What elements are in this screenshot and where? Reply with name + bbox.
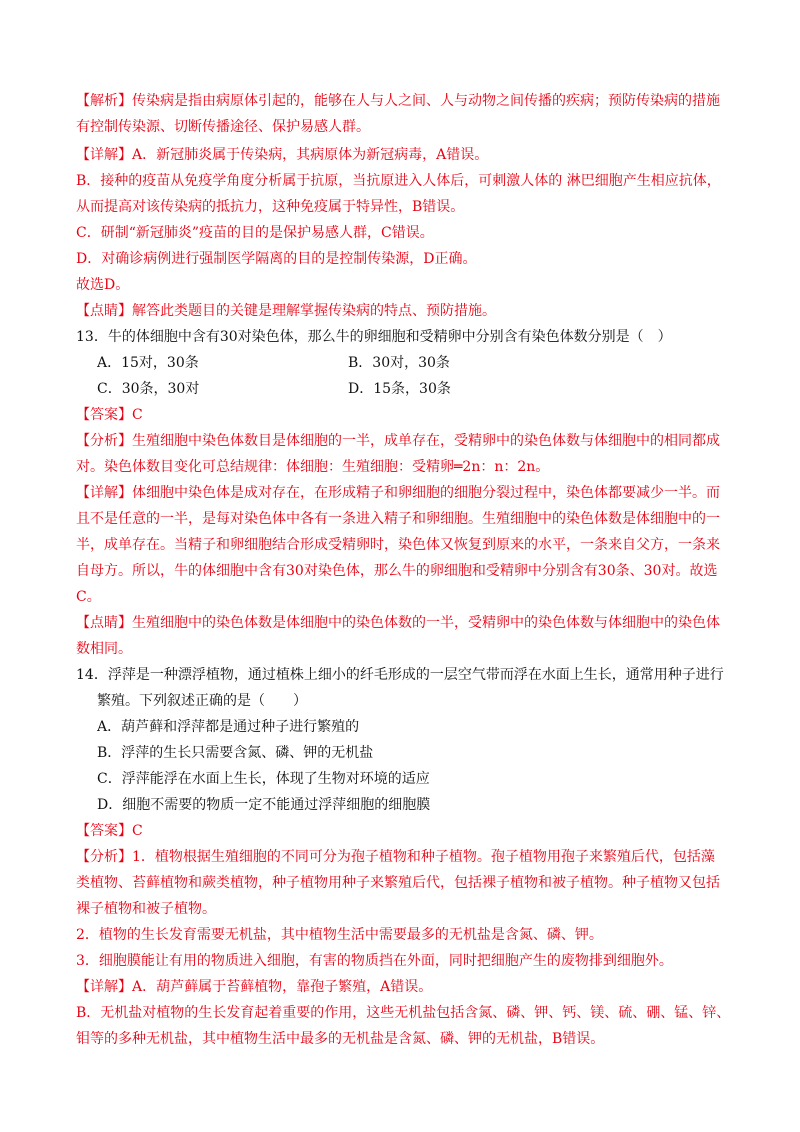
q13-option-a: A．15对，30条 xyxy=(97,355,199,371)
q13-detail-line: 半，成单存在。当精子和卵细胞结合形成受精卵时，染色体又恢复到原来的水平，一条来自父方，一条来 xyxy=(76,537,720,553)
q13-detail-line: 【详解】体细胞中染色体是成对存在，在形成精子和卵细胞的细胞分裂过程中，染色体都要减少一半。而 xyxy=(76,485,720,501)
q13-detail-line: C。 xyxy=(76,589,101,605)
q14-detail-line: 【详解】A．葫芦藓属于苔藓植物，靠孢子繁殖，A错误。 xyxy=(76,979,433,995)
conclusion-line: 故选D。 xyxy=(76,277,130,293)
q14-option-c: C．浮萍能浮在水面上生长，体现了生物对环境的适应 xyxy=(97,771,430,787)
detail-line: B．接种的疫苗从免疫学角度分析属于抗原，当抗原进入人体后，可刺激人体的 淋巴细胞产生相应抗体， xyxy=(76,173,721,189)
q14-analysis-line: 类植物、苔藓植物和蕨类植物，种子植物用种子来繁殖后代，包括裸子植物和被子植物。种子植物又包括 xyxy=(76,875,720,891)
q13-detail-line: 且不是任意的一半，是每对染色体中各有一条进入精子和卵细胞。生殖细胞中的染色体数是体细胞中的一 xyxy=(76,511,720,527)
question-14-cont: 繁殖。下列叙述正确的是（ ） xyxy=(97,693,307,709)
analysis-line: 有控制传染源、切断传播途径、保护易感人群。 xyxy=(76,119,370,135)
q14-analysis-line: 3．细胞膜能让有用的物质进入细胞，有害的物质挡在外面，同时把细胞产生的废物排到细胞外。 xyxy=(76,953,673,969)
question-14: 14．浮萍是一种漂浮植物，通过植株上细小的纤毛形成的一层空气带而浮在水面上生长，通常用种子进行 xyxy=(76,667,724,683)
detail-line: 【详解】A．新冠肺炎属于传染病，其病原体为新冠病毒，A错误。 xyxy=(76,147,489,163)
q14-analysis-line: 裸子植物和被子植物。 xyxy=(76,901,216,917)
q14-detail-line: 钼等的多种无机盐，其中植物生活中最多的无机盐是含氮、磷、钾的无机盐，B错误。 xyxy=(76,1031,605,1047)
q13-answer: 【答案】C xyxy=(76,407,143,423)
q14-analysis-line: 【分析】1．植物根据生殖细胞的不同可分为孢子植物和种子植物。孢子植物用孢子来繁殖后代，包括藻 xyxy=(76,849,715,865)
question-13: 13．牛的体细胞中含有30对染色体，那么牛的卵细胞和受精卵中分别含有染色体数分别是（ ） xyxy=(76,329,672,345)
q13-detail-line: 自母方。所以，牛的体细胞中含有30对染色体，那么牛的卵细胞和受精卵中分别含有30条、30对。故选 xyxy=(76,563,718,579)
q14-analysis-line: 2．植物的生长发育需要无机盐，其中植物生活中需要最多的无机盐是含氮、磷、钾。 xyxy=(76,927,603,943)
analysis-line: 【解析】传染病是指由病原体引起的，能够在人与人之间、人与动物之间传播的疾病；预防传染病的措施 xyxy=(76,93,720,109)
q14-answer: 【答案】C xyxy=(76,823,143,839)
q13-analysis-line: 【分析】生殖细胞中染色体数目是体细胞的一半，成单存在，受精卵中的染色体数与体细胞中的相同都成 xyxy=(76,433,720,449)
comment-line: 【点睛】解答此类题目的关键是理解掌握传染病的特点、预防措施。 xyxy=(76,303,496,319)
q14-option-d: D．细胞不需要的物质一定不能通过浮萍细胞的细胞膜 xyxy=(97,797,431,813)
q13-comment-line: 数相同。 xyxy=(76,641,132,657)
q13-option-b: B．30对，30条 xyxy=(348,355,450,371)
q14-detail-line: B．无机盐对植物的生长发育起着重要的作用，这些无机盐包括含氮、磷、钾、钙、镁、硫、硼、锰、锌、 xyxy=(76,1005,731,1021)
q13-comment-line: 【点睛】生殖细胞中的染色体数是体细胞中的染色体数的一半，受精卵中的染色体数与体细胞中的染色体 xyxy=(76,615,720,631)
q14-option-a: A．葫芦藓和浮萍都是通过种子进行繁殖的 xyxy=(97,719,360,735)
detail-line: C．研制“新冠肺炎”疫苗的目的是保护易感人群，C错误。 xyxy=(76,225,434,241)
q13-option-d: D．15条，30条 xyxy=(348,381,451,397)
q13-option-c: C．30条，30对 xyxy=(97,381,200,397)
detail-line: 从而提高对该传染病的抵抗力，这种免疫属于特异性，B错误。 xyxy=(76,199,465,215)
q14-option-b: B．浮萍的生长只需要含氮、磷、钾的无机盐 xyxy=(97,745,374,761)
q13-analysis-line: 对。染色体数目变化可总结规律：体细胞：生殖细胞：受精卵═2n：n：2n。 xyxy=(76,459,550,475)
detail-line: D．对确诊病例进行强制医学隔离的目的是控制传染源，D正确。 xyxy=(76,251,477,267)
